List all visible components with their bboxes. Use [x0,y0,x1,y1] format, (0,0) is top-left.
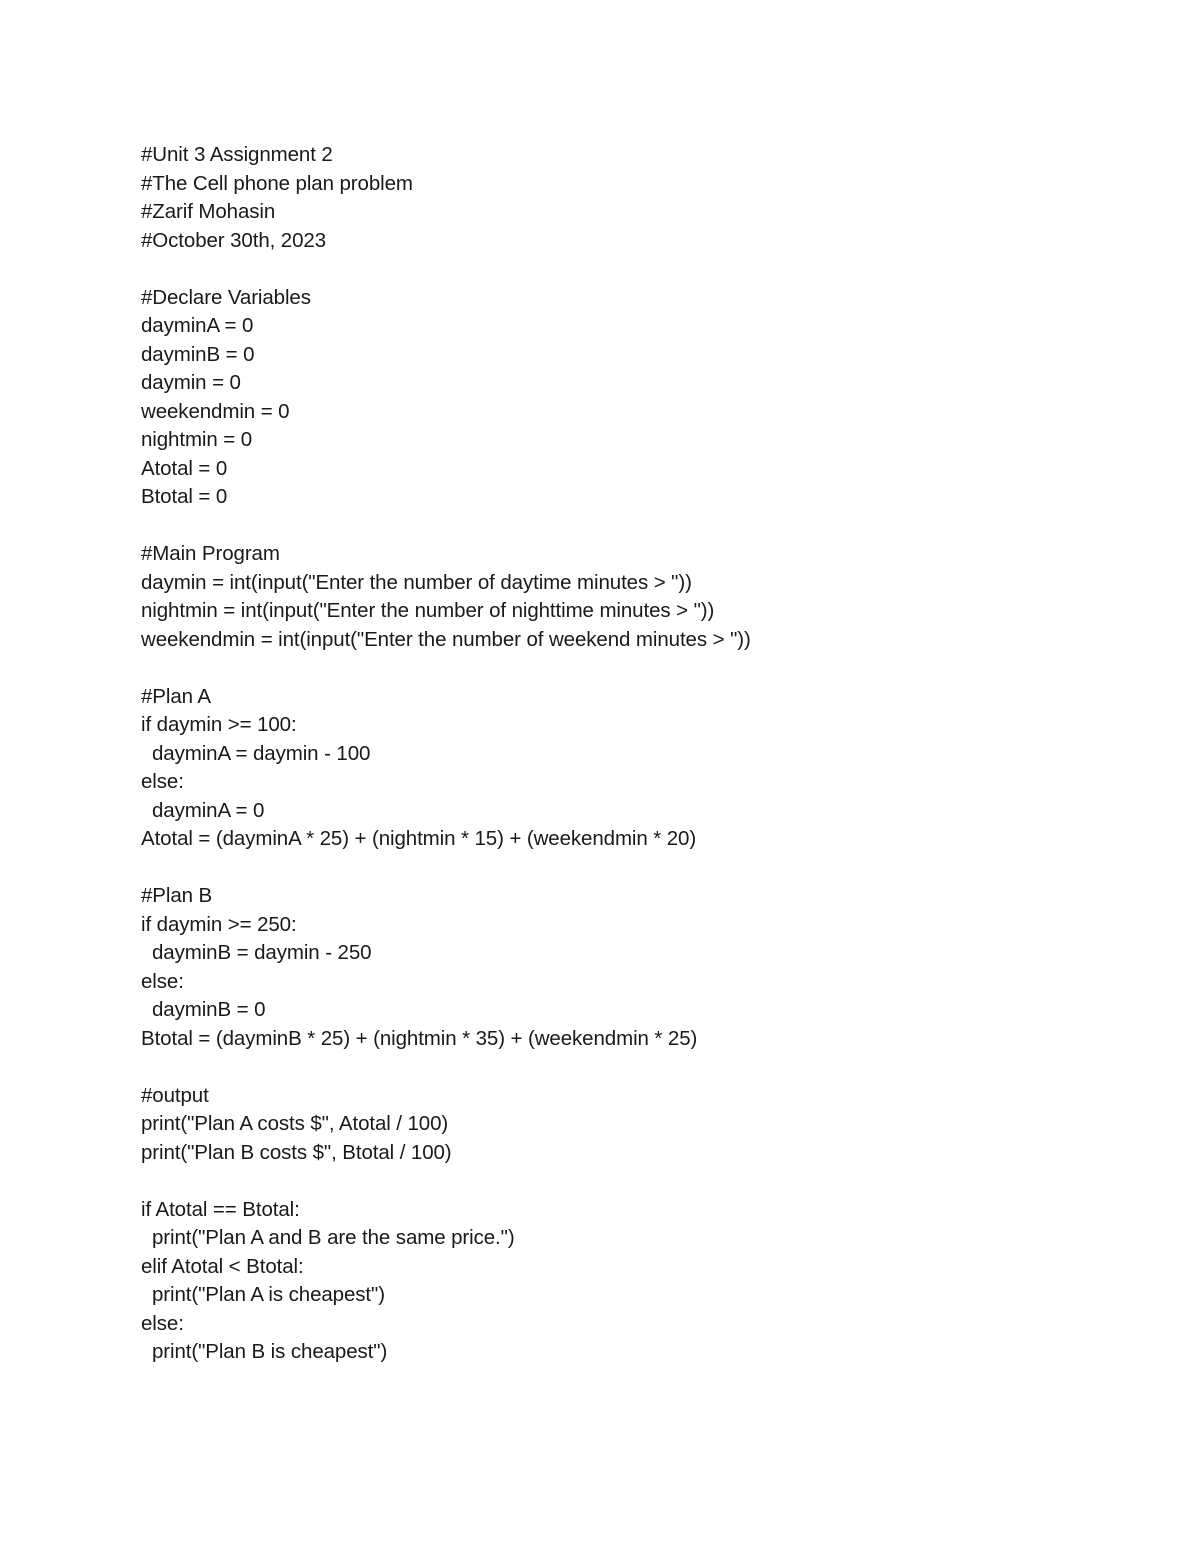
plan-b-total: Btotal = (dayminB * 25) + (nightmin * 35) + (weekendmin * 25) [141,1026,698,1050]
blank-line [141,512,1101,541]
plan-b-if-body: dayminB = daymin - 250 [152,941,372,964]
compare-elif-body: print("Plan A is cheapest") [152,1283,385,1306]
header-title: #The Cell phone plan problem [141,171,413,195]
blank-line [141,1167,1101,1196]
main-line: daymin = int(input("Enter the number of daytime minutes > ")) [141,570,692,594]
output-comment: #output [141,1083,209,1107]
compare-else-body: print("Plan B is cheapest") [152,1340,388,1363]
main-comment: #Main Program [141,542,280,565]
compare-if: if Atotal == Btotal: [141,1197,300,1221]
declare-line: dayminB = 0 [141,342,255,366]
output-print-b: print("Plan B costs $", Btotal / 100) [141,1140,452,1164]
main-line: nightmin = int(input("Enter the number of nighttime minutes > ")) [141,599,715,622]
declare-line: dayminA = 0 [141,314,254,337]
compare-else: else: [141,1311,184,1335]
declare-comment: #Declare Variables [141,285,311,309]
blank-line [141,255,1101,284]
compare-if-body: print("Plan A and B are the same price.") [152,1226,515,1249]
declare-line: Btotal = 0 [141,485,228,508]
plan-a-else-body: dayminA = 0 [152,798,265,822]
plan-a-comment: #Plan A [141,684,211,708]
plan-a-if: if daymin >= 100: [141,713,297,736]
output-print-a: print("Plan A costs $", Atotal / 100) [141,1112,449,1135]
declare-line: Atotal = 0 [141,456,228,480]
declare-line: weekendmin = 0 [141,399,290,423]
plan-a-if-body: dayminA = daymin - 100 [152,741,371,765]
declare-line: nightmin = 0 [141,428,253,451]
declare-line: daymin = 0 [141,371,241,394]
header-author: #Zarif Mohasin [141,200,276,223]
plan-b-comment: #Plan B [141,884,213,907]
blank-line [141,854,1101,883]
compare-elif: elif Atotal < Btotal: [141,1254,304,1278]
plan-a-total: Atotal = (dayminA * 25) + (nightmin * 15) + (weekendmin * 20) [141,827,697,850]
main-line: weekendmin = int(input("Enter the number of weekend minutes > ")) [141,627,751,651]
plan-a-else: else: [141,770,184,793]
plan-b-else-body: dayminB = 0 [152,998,266,1021]
plan-b-if: if daymin >= 250: [141,912,297,936]
header-unit: #Unit 3 Assignment 2 [141,143,333,166]
blank-line [141,654,1101,683]
blank-line [141,1053,1101,1082]
code-listing [141,141,1101,1367]
header-date: #October 30th, 2023 [141,228,327,252]
plan-b-else: else: [141,969,184,993]
